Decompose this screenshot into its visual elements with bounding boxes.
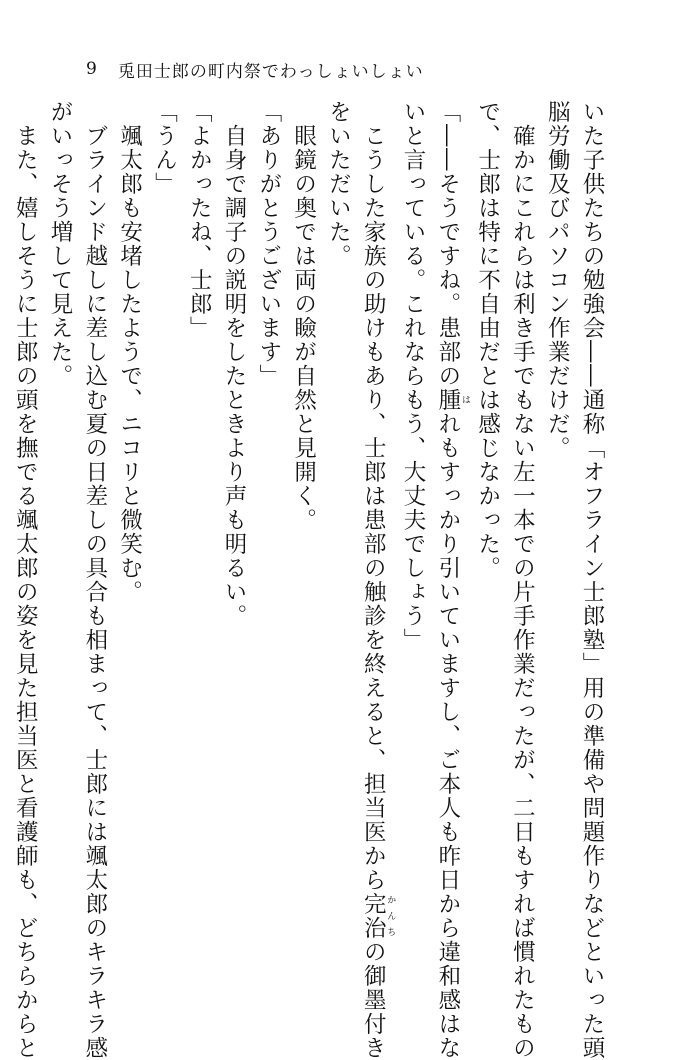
text-line: 自身で調子の説明をしたときより声も明るい。	[221, 100, 248, 628]
text-line: 「よかったね、士郎」	[186, 100, 213, 340]
text-line: いと言っている。これならもう、大丈夫でしょう」	[400, 100, 427, 652]
page-number: 9	[86, 59, 98, 79]
text-line: 脳労働及びパソコン作業だけだ。	[544, 100, 571, 460]
vertical-text-body	[12, 100, 609, 1060]
text-line: ブラインド越しに差し込む夏の日差しの具合も相まって、士郎には颯太郎のキラキラ感	[81, 100, 108, 1060]
text-line: 確かにこれらは利き手でもない左一本での片手作業だったが、二日もすれば慣れたもの	[509, 100, 536, 1060]
text-line: がいっそう増して見えた。	[47, 100, 74, 388]
text-line: いた子供たちの勉強会――通称「オフライン士郎塾」用の準備や問題作りなどといった頭	[579, 100, 605, 1060]
text-line: また、嬉しそうに士郎の頭を撫でる颯太郎の姿を見た担当医と看護師も、どちらからと	[12, 100, 39, 1060]
furigana-ruby: 完治 かんち	[360, 892, 396, 940]
text-line: 眼鏡の奥では両の瞼が自然と見開く。	[290, 100, 317, 532]
page-header	[86, 54, 424, 84]
text-line: 「うん」	[151, 100, 178, 196]
text-line: 颯太郎も安堵したようで、ニコリと微笑む。	[116, 100, 143, 604]
furigana-reading: は	[459, 388, 470, 412]
furigana-reading: かんち	[385, 892, 396, 940]
book-title: 兎田士郎の町内祭でわっしょいしょい	[117, 61, 424, 82]
text-line: こうした家族の助けもあり、士郎は患部の触診を終えると、担当医から完治 かんちの御墨付き	[360, 100, 396, 1060]
furigana-ruby: 腫 は	[434, 388, 470, 412]
text-line: をいただいた。	[325, 100, 352, 268]
text-line: 「ありがとうございます」	[255, 100, 282, 388]
text-line: 「――そうですね。患部の腫 はれもすっかり引いていますし、ご本人も昨日から違和感はな	[434, 100, 470, 1060]
text-line: で、士郎は特に不自由だとは感じなかった。	[474, 100, 501, 580]
